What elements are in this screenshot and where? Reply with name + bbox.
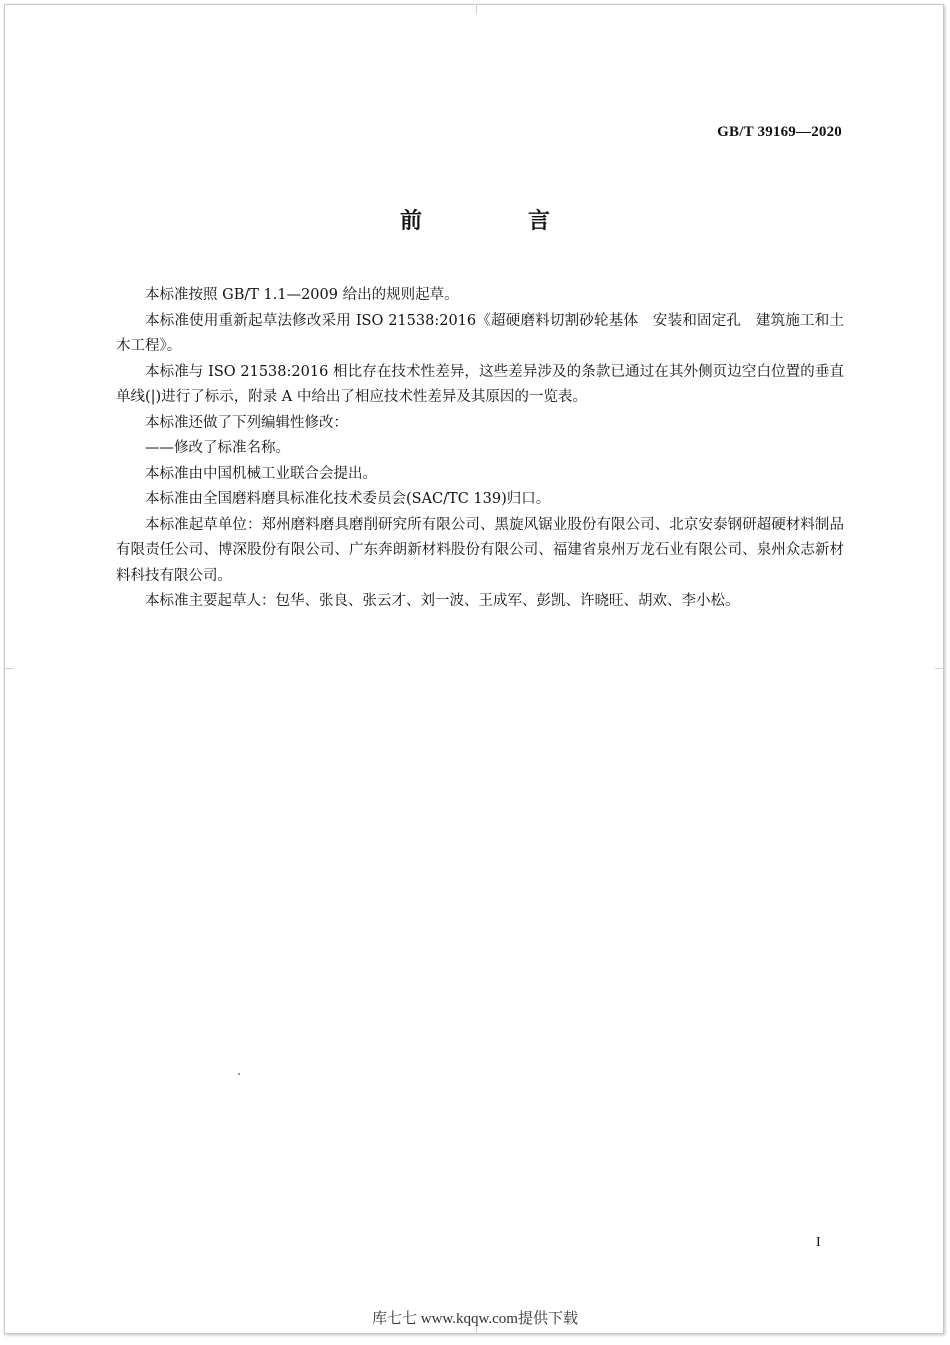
download-footer: 库七七 www.kqqw.com提供下载 (372, 1311, 578, 1327)
preface-body (116, 283, 844, 615)
page-title: 前 言 (399, 209, 592, 234)
page-number: I (816, 1235, 821, 1250)
paragraph-drafting-rules: 本标准按照 GB/T 1.1—2009 给出的规则起草。 (145, 287, 459, 303)
crop-mark (476, 4, 477, 14)
paragraph-editorial-changes: 本标准还做了下列编辑性修改： (145, 414, 348, 431)
paragraph-proposer: 本标准由中国机械工业联合会提出。 (145, 465, 377, 482)
paragraph-drafting-units: 本标准起草单位：郑州磨料磨具磨削研究所有限公司、黑旋风锯业股份有限公司、北京安泰钢研超硬材料制品有限责任公司、博深股份有限公司、广东奔朗新材料股份有限公司、福建省泉州万龙石业有限公司、泉州众志新材料科技有限公司。 (116, 516, 844, 584)
paragraph-committee: 本标准由全国磨料磨具标准化技术委员会(SAC/TC 139)归口。 (145, 491, 551, 507)
paragraph-drafters: 本标准主要起草人：包华、张良、张云才、刘一波、王成军、彭凯、许晓旺、胡欢、李小松。 (145, 593, 740, 609)
paragraph-technical-differences: 本标准与 ISO 21538:2016 相比存在技术性差异，这些差异涉及的条款已通过在其外侧页边空白位置的垂直单线(|)进行了标示，附录 A 中给出了相应技术性差异及其原因的一览表。 (116, 363, 844, 405)
crop-mark (935, 668, 945, 669)
scan-speck (238, 1073, 240, 1075)
paragraph-adoption: 本标准使用重新起草法修改采用 ISO 21538:2016《超硬磨料切割砂轮基体 安装和固定孔 建筑施工和土木工程》。 (116, 312, 844, 354)
paragraph-edit-item: ——修改了标准名称。 (145, 440, 290, 456)
crop-mark (4, 668, 14, 669)
standard-code: GB/T 39169—2020 (717, 124, 842, 140)
